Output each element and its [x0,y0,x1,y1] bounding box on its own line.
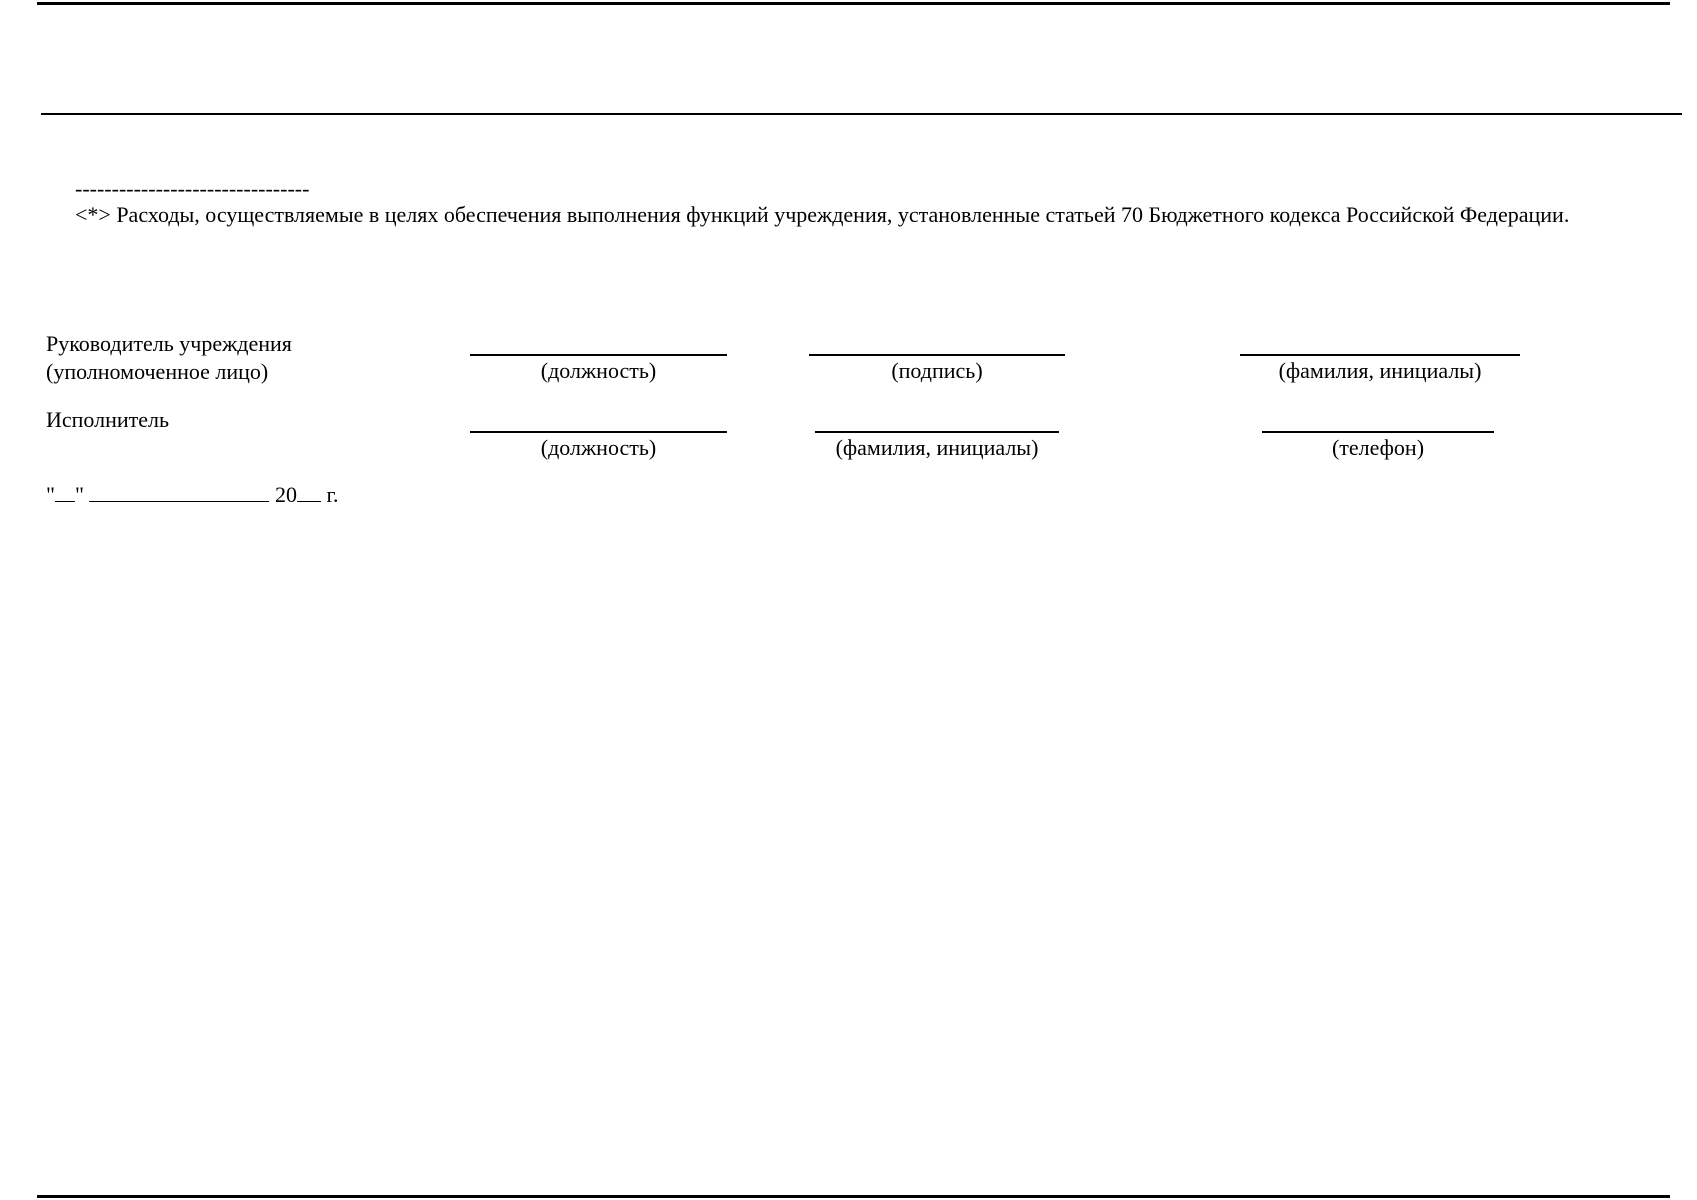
date-month-blank[interactable] [89,481,269,502]
head-label-line2: (уполномоченное лицо) [46,359,269,384]
head-position-line[interactable] [470,354,727,356]
executor-name-line[interactable] [815,431,1059,433]
date-year-blank[interactable] [297,481,321,502]
footnote-text: <*> Расходы, осуществляемые в целях обеспечения выполнения функций учреждения, установленные статьей 70 Бюджетного кодекса Российской Федерации. [75,202,1570,227]
header-separator-rule [41,113,1682,115]
executor-name-caption: (фамилия, инициалы) [835,435,1039,460]
date-day-blank[interactable] [55,481,75,502]
executor-phone-caption: (телефон) [1331,435,1425,460]
head-name-caption: (фамилия, инициалы) [1278,358,1482,383]
executor-position-line[interactable] [470,431,727,433]
executor-phone-line[interactable] [1262,431,1494,433]
date-year-prefix: 20 [274,482,297,507]
head-signature-caption: (подпись) [891,358,983,383]
bottom-border-rule [37,1195,1670,1198]
head-signature-line[interactable] [809,354,1065,356]
executor-label: Исполнитель [46,407,170,432]
head-position-caption: (должность) [540,358,657,383]
date-open-quote: " [46,482,55,507]
date-line [46,481,339,509]
top-border-rule [37,2,1670,5]
head-label-line1: Руководитель учреждения [46,331,292,356]
footnote-separator: -------------------------------- [75,176,310,201]
head-name-line[interactable] [1240,354,1520,356]
executor-position-caption: (должность) [540,435,657,460]
date-close-quote: " [74,482,84,507]
date-year-suffix: г. [326,482,339,507]
